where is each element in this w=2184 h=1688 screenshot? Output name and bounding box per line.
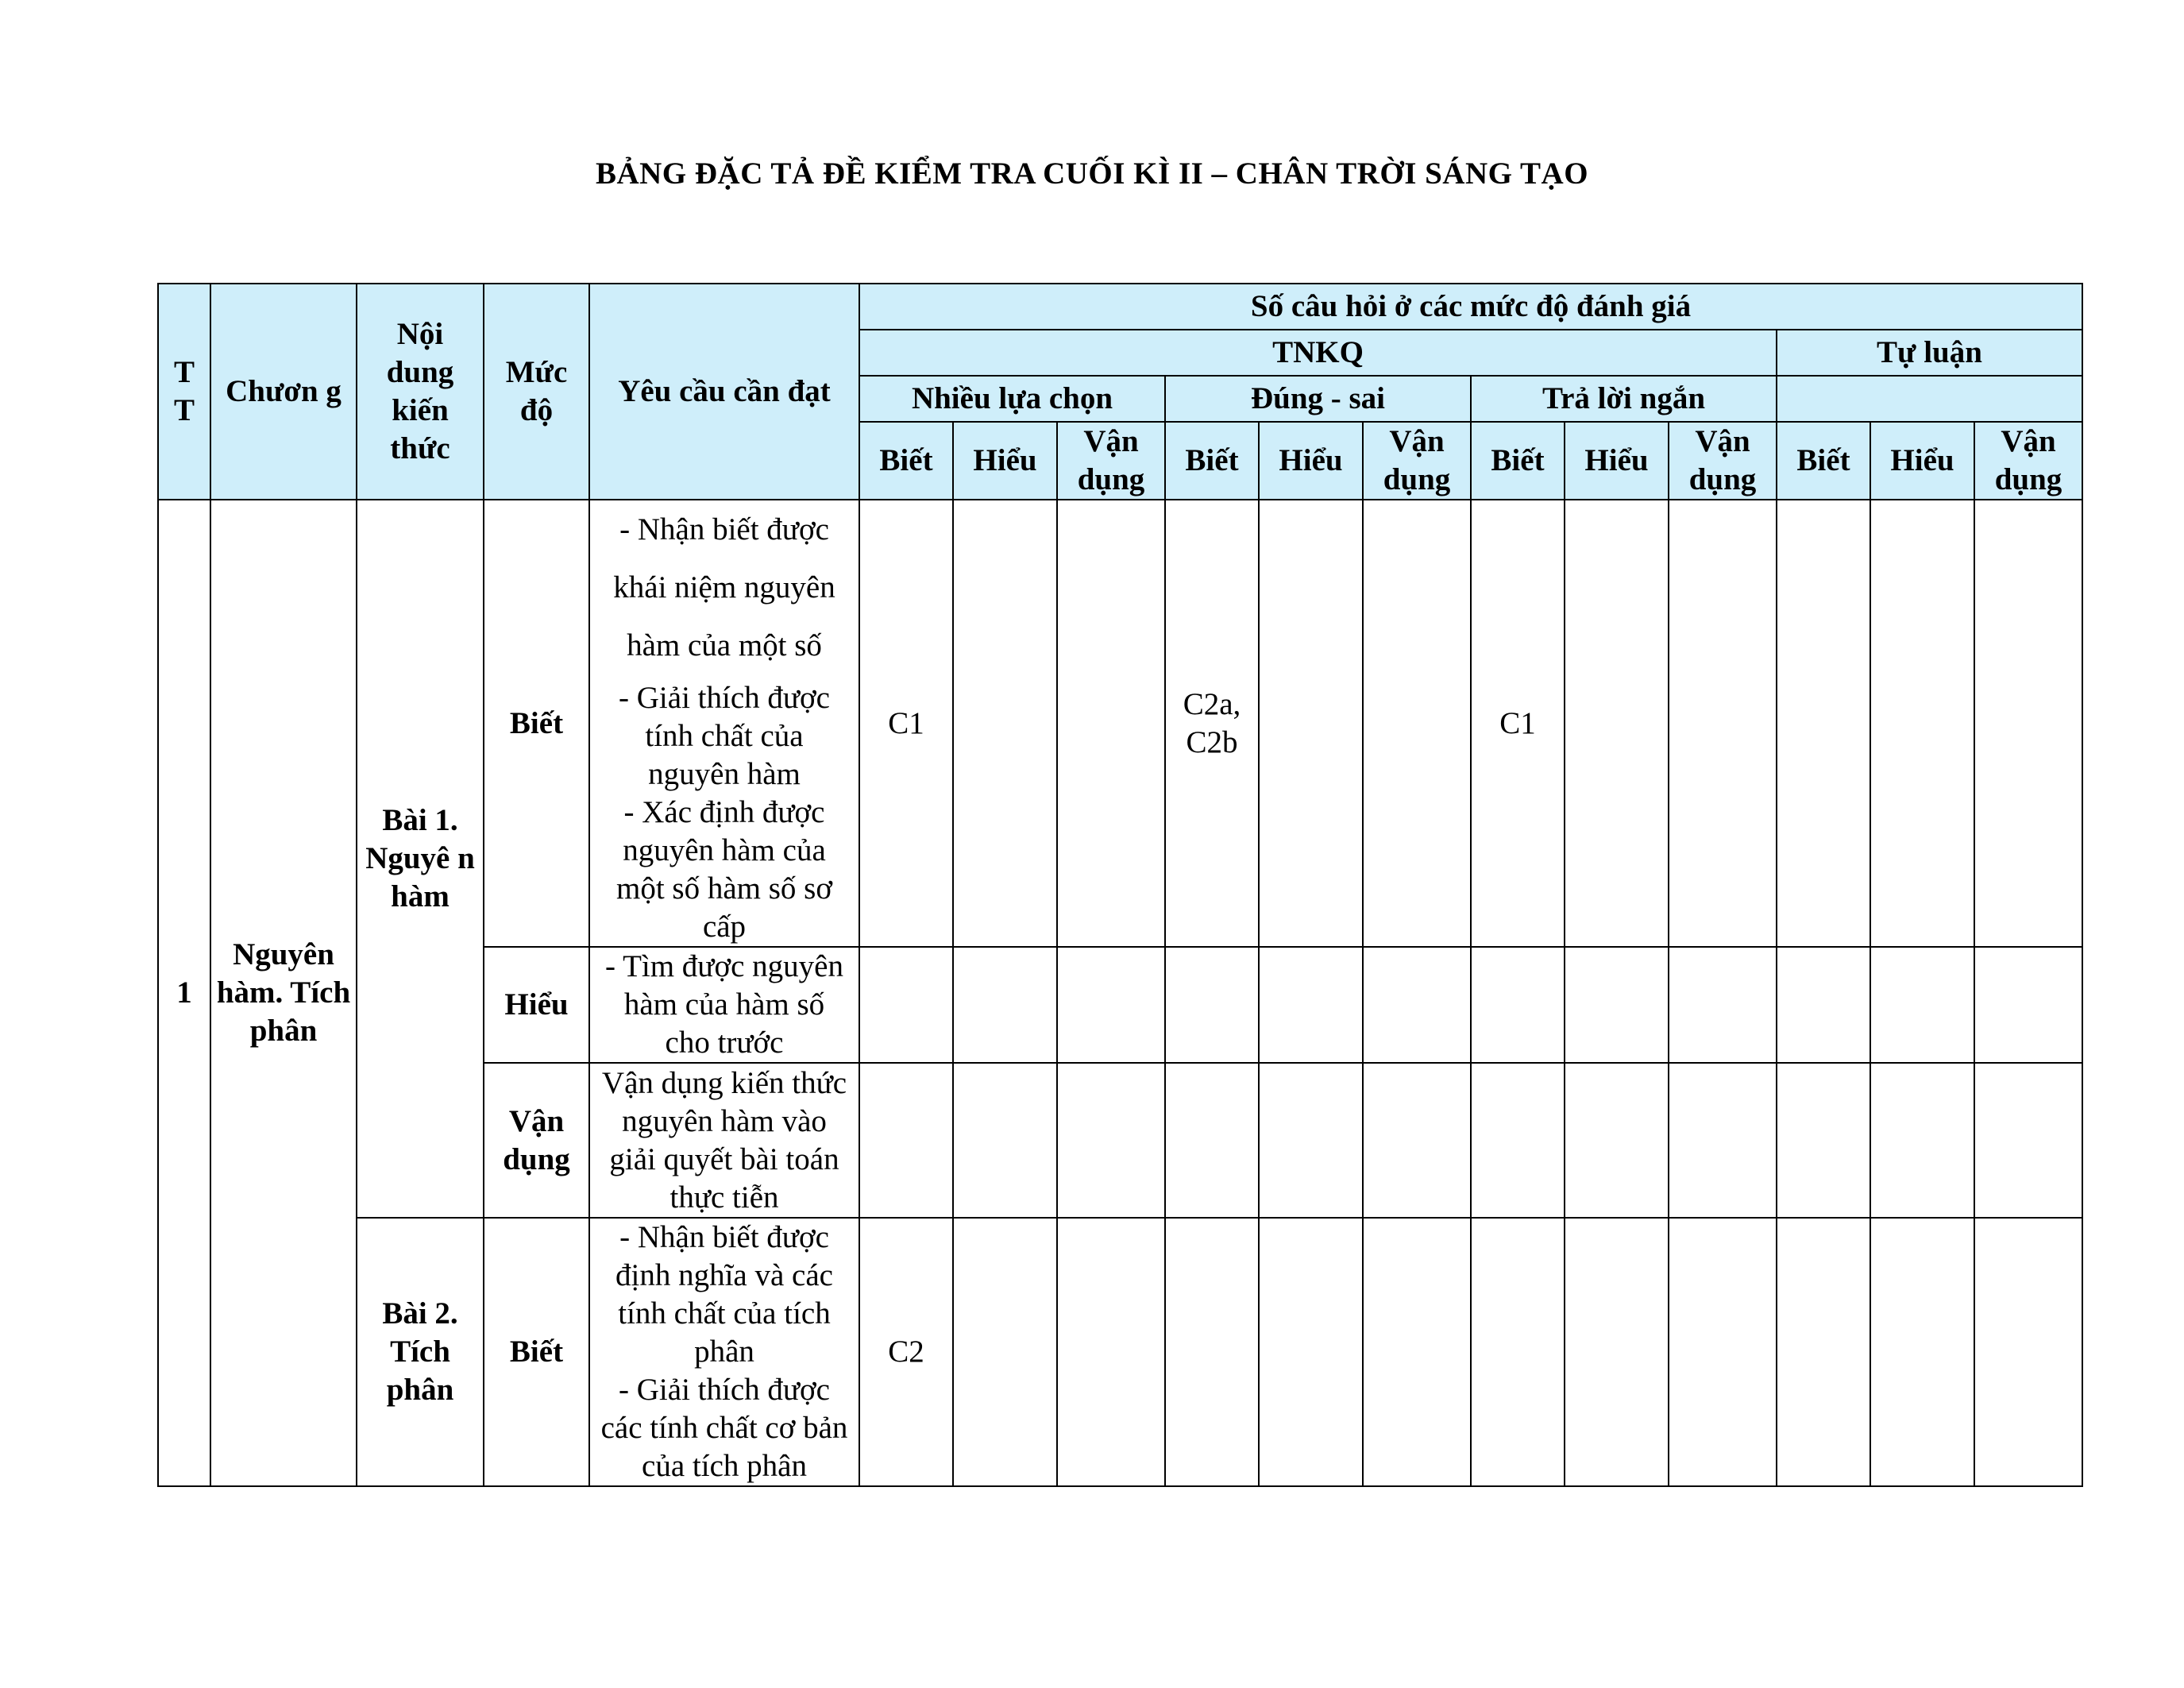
row-bai1-hieu-yeu-cau: - Tìm được nguyên hàm của hàm số cho trước [589, 947, 859, 1063]
req-line: khái niệm nguyên [613, 570, 835, 605]
row-bai1-van-dung-yeu-cau: Vận dụng kiến thức nguyên hàm vào giải quyết bài toán thực tiễn [589, 1063, 859, 1218]
req-line: - Giải thích được tính chất của nguyên hàm [619, 681, 830, 791]
header-level-van-dung: Vận dụng [1669, 422, 1777, 500]
cell-empty [1870, 1063, 1974, 1218]
header-muc-do: Mức độ [484, 284, 589, 500]
cell-empty [1057, 1063, 1165, 1218]
header-tu-luan-blank [1777, 376, 2082, 422]
row-bai1-biet-muc-do: Biết [484, 500, 589, 947]
header-tra-loi-ngan: Trả lời ngắn [1471, 376, 1777, 422]
cell-empty [1669, 500, 1777, 947]
header-level-biet: Biết [1165, 422, 1259, 500]
cell-empty [1057, 1218, 1165, 1486]
cell-empty [1363, 1218, 1471, 1486]
header-level-hieu: Hiểu [1259, 422, 1363, 500]
cell-empty [953, 1063, 1057, 1218]
cell-empty [1165, 1218, 1259, 1486]
cell-empty [1565, 500, 1669, 947]
cell-empty [953, 947, 1057, 1063]
cell-empty [1259, 500, 1363, 947]
header-level-biet: Biết [1777, 422, 1870, 500]
req-line: - Xác định được nguyên hàm của một số hàm số sơ cấp [616, 795, 832, 944]
cell-empty [1259, 947, 1363, 1063]
cell-empty [1669, 1063, 1777, 1218]
cell-empty [1057, 947, 1165, 1063]
cell-empty [1669, 1218, 1777, 1486]
header-tnkq: TNKQ [859, 330, 1777, 376]
cell-empty [859, 1063, 953, 1218]
header-tt: T T [158, 284, 210, 500]
cell-empty [1363, 947, 1471, 1063]
row-bai2-biet-muc-do: Biết [484, 1218, 589, 1486]
row-bai1-biet-yeu-cau [589, 500, 859, 947]
cell-empty [1471, 947, 1565, 1063]
row-chuong: Nguyên hàm. Tích phân [210, 500, 357, 1486]
cell-empty [1565, 947, 1669, 1063]
header-level-van-dung: Vận dụng [1974, 422, 2082, 500]
cell-empty [1777, 1218, 1870, 1486]
cell-empty [1565, 1063, 1669, 1218]
cell-empty [1870, 947, 1974, 1063]
cell-nlc-biet: C2 [859, 1218, 953, 1486]
cell-ds-biet: C2a, C2b [1165, 500, 1259, 947]
cell-empty [1974, 500, 2082, 947]
cell-empty [1259, 1218, 1363, 1486]
row-bai1-van-dung-muc-do: Vận dụng [484, 1063, 589, 1218]
cell-empty [1974, 1063, 2082, 1218]
row-tt: 1 [158, 500, 210, 1486]
req-line: - Nhận biết được [619, 512, 829, 547]
cell-empty [1974, 947, 2082, 1063]
header-tu-luan: Tự luận [1777, 330, 2082, 376]
header-level-hieu: Hiểu [1565, 422, 1669, 500]
header-chuong: Chươn g [210, 284, 357, 500]
cell-empty [1363, 500, 1471, 947]
header-nhieu-lua-chon: Nhiều lựa chọn [859, 376, 1165, 422]
cell-nlc-biet: C1 [859, 500, 953, 947]
header-level-hieu: Hiểu [1870, 422, 1974, 500]
cell-empty [1363, 1063, 1471, 1218]
header-yeu-cau: Yêu cầu cần đạt [589, 284, 859, 500]
req-line: - Nhận biết được định nghĩa và các tính chất của tích phân [615, 1220, 833, 1369]
cell-empty [1057, 500, 1165, 947]
table-row [158, 500, 2082, 947]
header-level-biet: Biết [859, 422, 953, 500]
header-level-van-dung: Vận dụng [1363, 422, 1471, 500]
header-dung-sai: Đúng - sai [1165, 376, 1471, 422]
cell-empty [1165, 1063, 1259, 1218]
cell-empty [859, 947, 953, 1063]
req-line: - Giải thích được các tính chất cơ bản của tích phân [600, 1373, 848, 1483]
header-so-cau-hoi: Số câu hỏi ở các mức độ đánh giá [859, 284, 2082, 330]
table-row [158, 1218, 2082, 1486]
header-level-van-dung: Vận dụng [1057, 422, 1165, 500]
row-bai2-noi-dung: Bài 2. Tích phân [357, 1218, 484, 1486]
header-noi-dung: Nội dung kiến thức [357, 284, 484, 500]
cell-empty [1565, 1218, 1669, 1486]
row-bai1-hieu-muc-do: Hiểu [484, 947, 589, 1063]
cell-empty [1165, 947, 1259, 1063]
cell-empty [1669, 947, 1777, 1063]
row-bai2-biet-yeu-cau [589, 1218, 859, 1486]
cell-empty [1870, 500, 1974, 947]
cell-empty [953, 1218, 1057, 1486]
cell-empty [1974, 1218, 2082, 1486]
specification-table [157, 283, 2083, 1487]
cell-empty [953, 500, 1057, 947]
cell-empty [1471, 1218, 1565, 1486]
cell-empty [1777, 500, 1870, 947]
page-title: BẢNG ĐẶC TẢ ĐỀ KIỂM TRA CUỐI KÌ II – CHÂN TRỜI SÁNG TẠO [595, 156, 1589, 191]
cell-tln-biet: C1 [1471, 500, 1565, 947]
cell-empty [1777, 947, 1870, 1063]
header-level-biet: Biết [1471, 422, 1565, 500]
header-level-hieu: Hiểu [953, 422, 1057, 500]
cell-empty [1777, 1063, 1870, 1218]
req-line: hàm của một số [627, 628, 822, 662]
row-bai1-noi-dung: Bài 1. Nguyê n hàm [357, 500, 484, 1218]
cell-empty [1471, 1063, 1565, 1218]
cell-empty [1259, 1063, 1363, 1218]
cell-empty [1870, 1218, 1974, 1486]
